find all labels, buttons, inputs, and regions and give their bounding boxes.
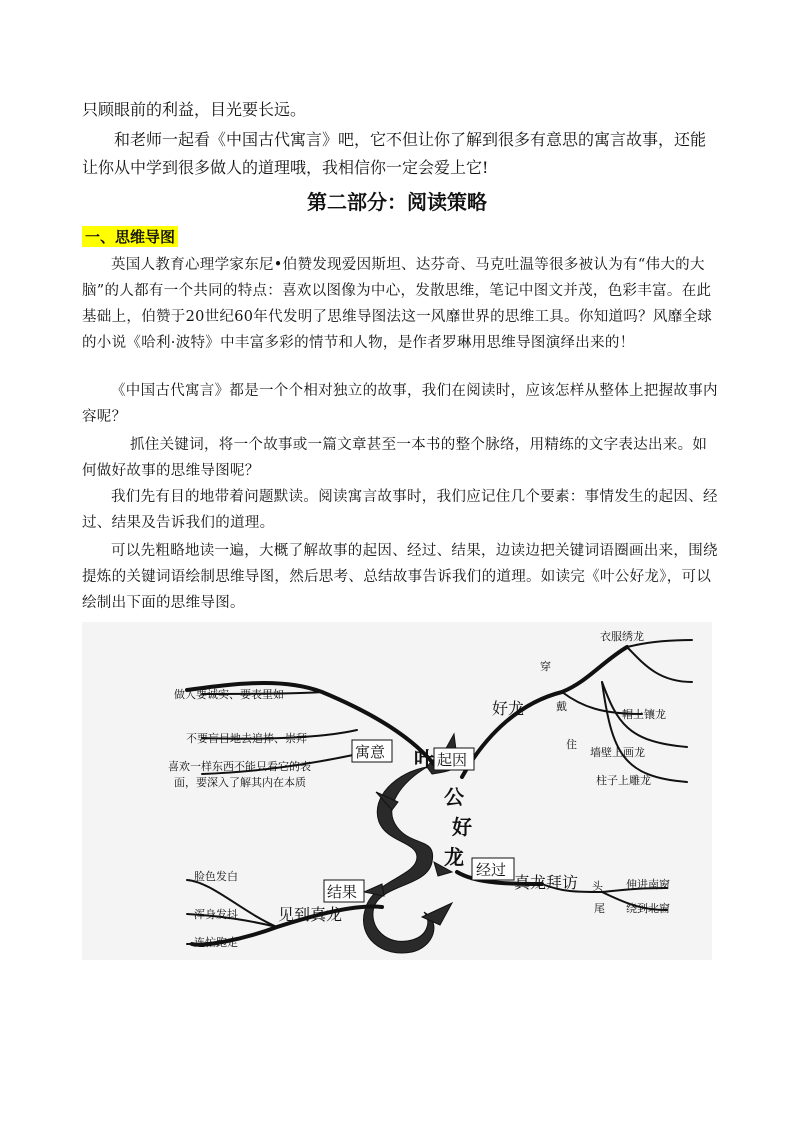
- result-branch-label: 见到真龙: [278, 905, 343, 924]
- process-item-1: 伸进南窗: [626, 878, 670, 891]
- moral-item-4: 面，要深入了解其内在本质: [174, 776, 306, 789]
- section-heading: 第二部分：阅读策略: [307, 190, 487, 214]
- cause-item-2: 帽上镶龙: [622, 708, 666, 721]
- result-item-1: 脸色发白: [194, 870, 238, 883]
- paragraph-reading-question: 《中国古代寓言》都是一个个相对独立的故事，我们在阅读时，应该怎样从整体上把握故事内容呢？: [82, 383, 718, 425]
- moral-item-1: 做人要诚实、要表里如一: [174, 688, 295, 701]
- cause-verb-1: 穿: [540, 660, 551, 673]
- cause-item-1: 衣服绣龙: [600, 630, 644, 643]
- cause-verb-3: 住: [566, 738, 577, 751]
- title-char-2: 公: [444, 785, 464, 809]
- result-box: 结果: [327, 883, 358, 901]
- cause-verb-2: 戴: [556, 700, 567, 713]
- mind-map-figure: [82, 622, 712, 960]
- moral-item-2: 不要盲目地去追捧、崇拜: [186, 732, 307, 745]
- process-verb-2: 尾: [594, 902, 605, 915]
- title-char-3: 好: [452, 815, 472, 839]
- process-item-2: 绕到北窗: [626, 902, 670, 915]
- cause-branch-label: 好龙: [492, 699, 525, 718]
- result-item-3: 连忙跑走: [194, 936, 238, 949]
- moral-item-3: 喜欢一样东西不能只看它的表: [168, 760, 311, 773]
- process-verb-1: 头: [592, 880, 603, 893]
- paragraph-mindmap-origin: 英国人教育心理学家东尼•伯赞发现爱因斯坦、达芬奇、马克吐温等很多被认为有“伟大的大脑”的人都有一个共同的特点：喜欢以图像为中心，发散思维，笔记中图文并茂，色彩丰富。在此基础上，伯赞于20世纪60年代发明了思维导图法这一风靡世界的思维工具。你知道吗？风靡全球的小说《哈利·波特》中丰富多彩的情节和人物，是作者罗琳用思维导图演绎出来的！: [82, 257, 713, 351]
- intro-line-1: 只顾眼前的利益，目光要长远。: [82, 100, 307, 119]
- intro-paragraph: 和老师一起看《中国古代寓言》吧，它不但让你了解到很多有意思的寓言故事，还能让你从中学到很多做人的道理哦，我相信你一定会爱上它!: [82, 130, 707, 177]
- title-char-1: 叶: [414, 747, 434, 771]
- moral-box: 寓意: [355, 743, 386, 761]
- paragraph-elements: 我们先有目的地带着问题默读。阅读寓言故事时，我们应记住几个要素：事情发生的起因、经过、结果及告诉我们的道理。: [82, 489, 718, 531]
- paragraph-example: 可以先粗略地读一遍，大概了解故事的起因、经过、结果，边读边把关键词语圈画出来，围绕提炼的关键词语绘制思维导图，然后思考、总结故事告诉我们的道理。如读完《叶公好龙》，可以绘制出下面的思维导图。: [82, 543, 718, 611]
- title-char-4: 龙: [444, 845, 464, 869]
- cause-item-4: 柱子上雕龙: [596, 774, 651, 787]
- mind-map-svg: [82, 622, 712, 960]
- paragraph-keywords: 抓住关键词，将一个故事或一篇文章甚至一本书的整个脉络，用精练的文字表达出来。如何做好故事的思维导图呢？: [82, 437, 708, 479]
- subsection-label: 一、思维导图: [82, 226, 178, 247]
- result-item-2: 浑身发抖: [194, 908, 238, 921]
- cause-box: 起因: [437, 751, 468, 769]
- process-branch-label: 真龙拜访: [514, 873, 579, 892]
- process-box: 经过: [476, 861, 507, 879]
- cause-item-3: 墙壁上画龙: [590, 746, 645, 759]
